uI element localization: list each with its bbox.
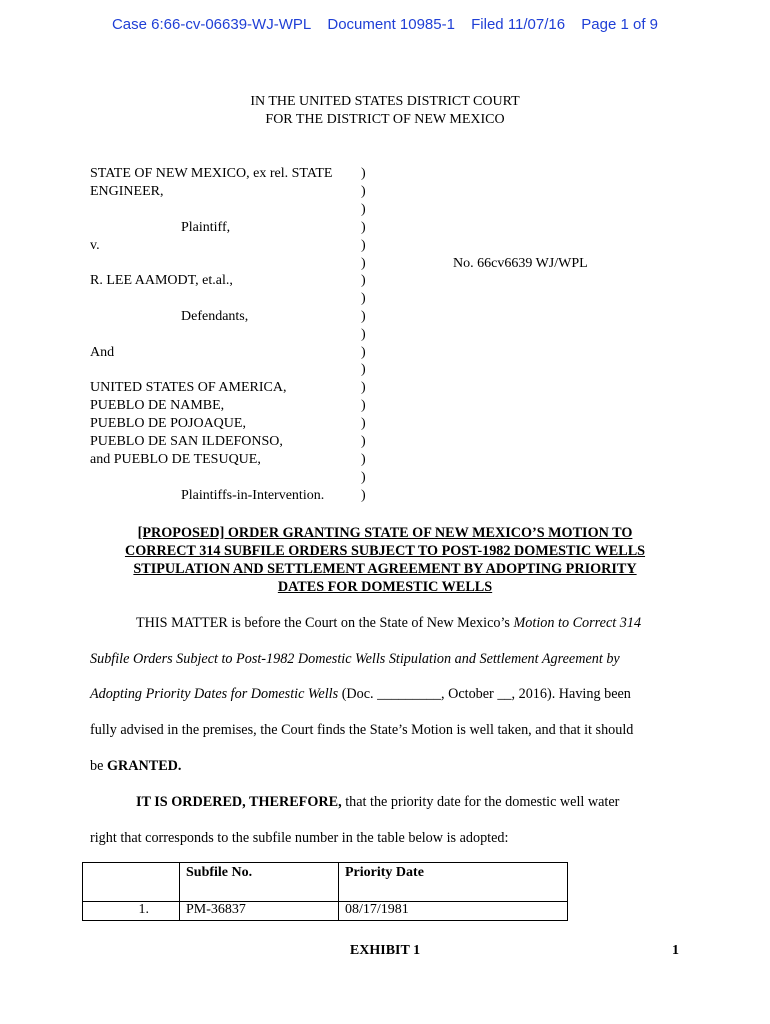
caption-bracket: ) — [361, 166, 366, 181]
defendant-name: R. LEE AAMODT, et.al., — [90, 273, 233, 288]
intervenor-line: PUEBLO DE POJOAQUE, — [90, 416, 246, 431]
caption-bracket: ) — [361, 256, 366, 271]
caption-bracket: ) — [361, 273, 366, 288]
body-line — [90, 686, 631, 703]
order-title-line: STIPULATION AND SETTLEMENT AGREEMENT BY ADOPTING PRIORITY — [133, 561, 637, 577]
intervenor-line: and PUEBLO DE TESUQUE, — [90, 452, 261, 467]
caption-bracket: ) — [361, 345, 366, 360]
table-cell: 08/17/1981 — [339, 902, 568, 921]
order-title-line: DATES FOR DOMESTIC WELLS — [277, 579, 493, 595]
caption-bracket: ) — [361, 362, 366, 377]
table-cell: 1. — [83, 902, 180, 921]
table-row — [83, 902, 568, 921]
court-name-line2: FOR THE DISTRICT OF NEW MEXICO — [265, 112, 505, 127]
document-number-stamp: Document 10985-1 — [327, 16, 455, 33]
order-title — [90, 524, 680, 596]
table-header-cell: Priority Date — [339, 863, 568, 902]
intervenor-role: Plaintiffs-in-Intervention. — [181, 488, 325, 503]
case-header-stamp — [0, 16, 770, 33]
caption-bracket: ) — [361, 488, 366, 503]
motion-title-text: Motion to Correct 314 — [513, 615, 642, 631]
intervenor-line: PUEBLO DE SAN ILDEFONSO, — [90, 434, 283, 449]
caption-bracket: ) — [361, 434, 366, 449]
table-header-row — [83, 863, 568, 902]
caption-bracket: ) — [361, 380, 366, 395]
body-text: THIS MATTER is before the Court on the State of New Mexico’s — [136, 615, 514, 631]
court-name-line1: IN THE UNITED STATES DISTRICT COURT — [250, 94, 520, 109]
body-line — [136, 794, 619, 811]
body-line — [90, 651, 620, 668]
caption-bracket: ) — [361, 416, 366, 431]
caption-bracket: ) — [361, 291, 366, 306]
order-title-line: CORRECT 314 SUBFILE ORDERS SUBJECT TO POST-1982 DOMESTIC WELLS — [124, 543, 646, 559]
body-line — [136, 615, 641, 632]
and-label: And — [90, 345, 115, 360]
defendant-role: Defendants, — [181, 309, 249, 324]
body-line — [90, 758, 181, 775]
table-header-cell: Subfile No. — [180, 863, 339, 902]
page-count-stamp: Page 1 of 9 — [581, 16, 659, 33]
ordered-text: IT IS ORDERED, THEREFORE, — [136, 794, 342, 810]
body-line: right that corresponds to the subfile number in the table below is adopted: — [90, 830, 509, 846]
caption-bracket: ) — [361, 238, 366, 253]
plaintiff-role: Plaintiff, — [181, 220, 231, 235]
table-cell: PM-36837 — [180, 902, 339, 921]
plaintiff-name-line2: ENGINEER, — [90, 184, 164, 199]
caption-bracket: ) — [361, 452, 366, 467]
caption-bracket: ) — [361, 202, 366, 217]
caption-bracket: ) — [361, 470, 366, 485]
body-text: be — [90, 758, 107, 774]
intervenor-line: UNITED STATES OF AMERICA, — [90, 380, 287, 395]
body-text: (Doc. _________, October __, 2016). Having been — [338, 686, 631, 702]
exhibit-label: EXHIBIT 1 — [349, 943, 421, 958]
plaintiff-name-line1: STATE OF NEW MEXICO, ex rel. STATE — [90, 166, 333, 181]
filed-date-stamp: Filed 11/07/16 — [471, 16, 566, 33]
caption-bracket: ) — [361, 184, 366, 199]
caption-bracket: ) — [361, 309, 366, 324]
versus-label: v. — [90, 238, 100, 253]
body-text: that the priority date for the domestic well water — [341, 794, 620, 810]
order-title-line: [PROPOSED] ORDER GRANTING STATE OF NEW MEXICO’S MOTION TO — [137, 525, 633, 541]
page-number: 1 — [672, 943, 679, 958]
priority-date-table — [82, 862, 568, 921]
caption-bracket: ) — [361, 398, 366, 413]
case-number: No. 66cv6639 WJ/WPL — [453, 256, 588, 271]
body-line: fully advised in the premises, the Court finds the State’s Motion is well taken, and that it should — [90, 722, 634, 738]
caption-bracket: ) — [361, 327, 366, 342]
intervenor-line: PUEBLO DE NAMBE, — [90, 398, 225, 413]
motion-title-text: Subfile Orders Subject to Post-1982 Domestic Wells Stipulation and Settlement Agreement by — [90, 651, 620, 667]
motion-title-text: Adopting Priority Dates for Domestic Wells — [90, 686, 339, 702]
case-number-stamp: Case 6:66-cv-06639-WJ-WPL — [111, 16, 312, 33]
table-header-cell — [83, 863, 180, 902]
granted-text: GRANTED. — [106, 758, 182, 774]
caption-bracket: ) — [361, 220, 366, 235]
